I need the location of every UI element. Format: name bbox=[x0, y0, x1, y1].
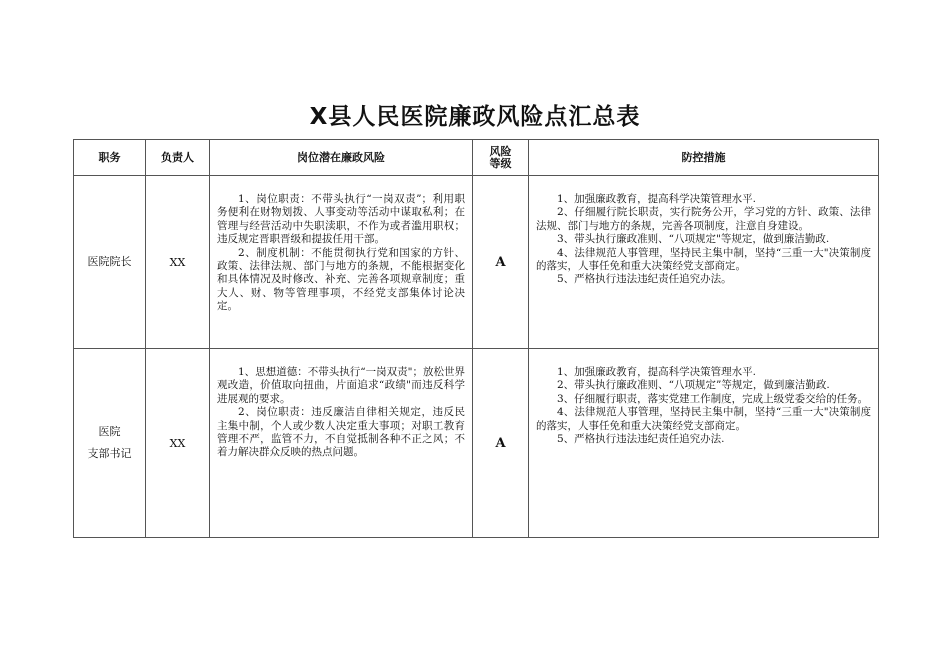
risk-cell bbox=[210, 349, 473, 538]
position-cell bbox=[74, 349, 146, 538]
control-item: 4、法律规范人事管理，坚持民主集中制，坚持“三重一大"决策制度的落实，人事任免和重大决策经党支部商定。 bbox=[536, 246, 871, 273]
position-text: 支部书记 bbox=[87, 447, 132, 460]
position-text: 医院 bbox=[98, 425, 121, 438]
risk-summary-table bbox=[73, 139, 879, 538]
control-item: 3、仔细履行职责，落实党建工作制度，完成上级党委交给的任务。 bbox=[557, 392, 869, 405]
risk-level-cell: A bbox=[473, 349, 529, 538]
header-level-line1: 风险 bbox=[489, 144, 512, 158]
header-position: 职务 bbox=[74, 140, 146, 176]
table-row bbox=[74, 176, 879, 349]
controls-cell bbox=[529, 349, 879, 538]
control-item: 3、带头执行廉政准则、“八项规定"等规定，做到廉洁勤政. bbox=[557, 233, 830, 246]
risk-item: 1、岗位职责：不带头执行“一岗双责”；利用职务便利在财物划拨、人事变动等活动中谋取私利；在管理与经营活动中失职渎职，不作为或者滥用职权；违反规定晋职晋级和提拔任用干部。 bbox=[217, 193, 465, 246]
control-item: 5、严格执行违法违纪责任追究办法. bbox=[557, 433, 725, 446]
person-cell: XX bbox=[146, 349, 210, 538]
page-title: X县人民医院廉政风险点汇总表 bbox=[309, 104, 641, 130]
table-row bbox=[74, 349, 879, 538]
risk-cell bbox=[210, 176, 473, 349]
risk-item: 2、制度机制：不能贯彻执行党和国家的方针、政策、法律法规、部门与地方的条规，不能根据变化和具体情况及时修改、补充、完善各项规章制度；重大人、财、物等管理事项，不经党支部集体讨论决定。 bbox=[217, 246, 465, 313]
header-controls: 防控措施 bbox=[529, 140, 879, 176]
controls-cell bbox=[529, 176, 879, 349]
person-cell: XX bbox=[146, 176, 210, 349]
control-item: 5、严格执行违法违纪责任追究办法。 bbox=[557, 273, 732, 286]
control-item: 2、仔细履行院长职责，实行院务公开，学习党的方针、政策、法律法规、部门与地方的条规，完善各项制度，注意自身建设。 bbox=[536, 206, 871, 232]
header-level bbox=[473, 140, 529, 176]
position-cell bbox=[74, 176, 146, 349]
header-level-line2: 等级 bbox=[489, 156, 512, 170]
risk-level-cell: A bbox=[473, 176, 529, 349]
header-person: 负责人 bbox=[146, 140, 210, 176]
position-text: 医院院长 bbox=[87, 255, 132, 268]
header-risk: 岗位潜在廉政风险 bbox=[210, 140, 473, 176]
control-item: 1、加强廉政教育，提高科学决策管理水平. bbox=[557, 366, 757, 378]
risk-item: 1、思想道德：不带头执行“一岗双责"；放松世界观改造，价值取向扭曲，片面追求“政绩"而违反科学进展观的要求。 bbox=[217, 366, 465, 405]
control-item: 1、加强廉政教育，提高科学决策管理水平. bbox=[557, 193, 757, 205]
control-item: 4、法律规范人事管理，坚持民主集中制，坚持“三重一大"决策制度的落实，人事任免和重大决策经党支部商定。 bbox=[536, 406, 871, 432]
risk-item: 2、岗位职责：违反廉洁自律相关规定，违反民主集中制，个人或少数人决定重大事项；对职工教育管理不严，监管不力，不自觉抵制各种不正之风；不着力解决群众反映的热点问题。 bbox=[217, 406, 465, 459]
table-header-row bbox=[74, 140, 879, 176]
control-item: 2、带头执行廉政准则、“八项规定”等规定，做到廉洁勤政. bbox=[557, 379, 830, 392]
